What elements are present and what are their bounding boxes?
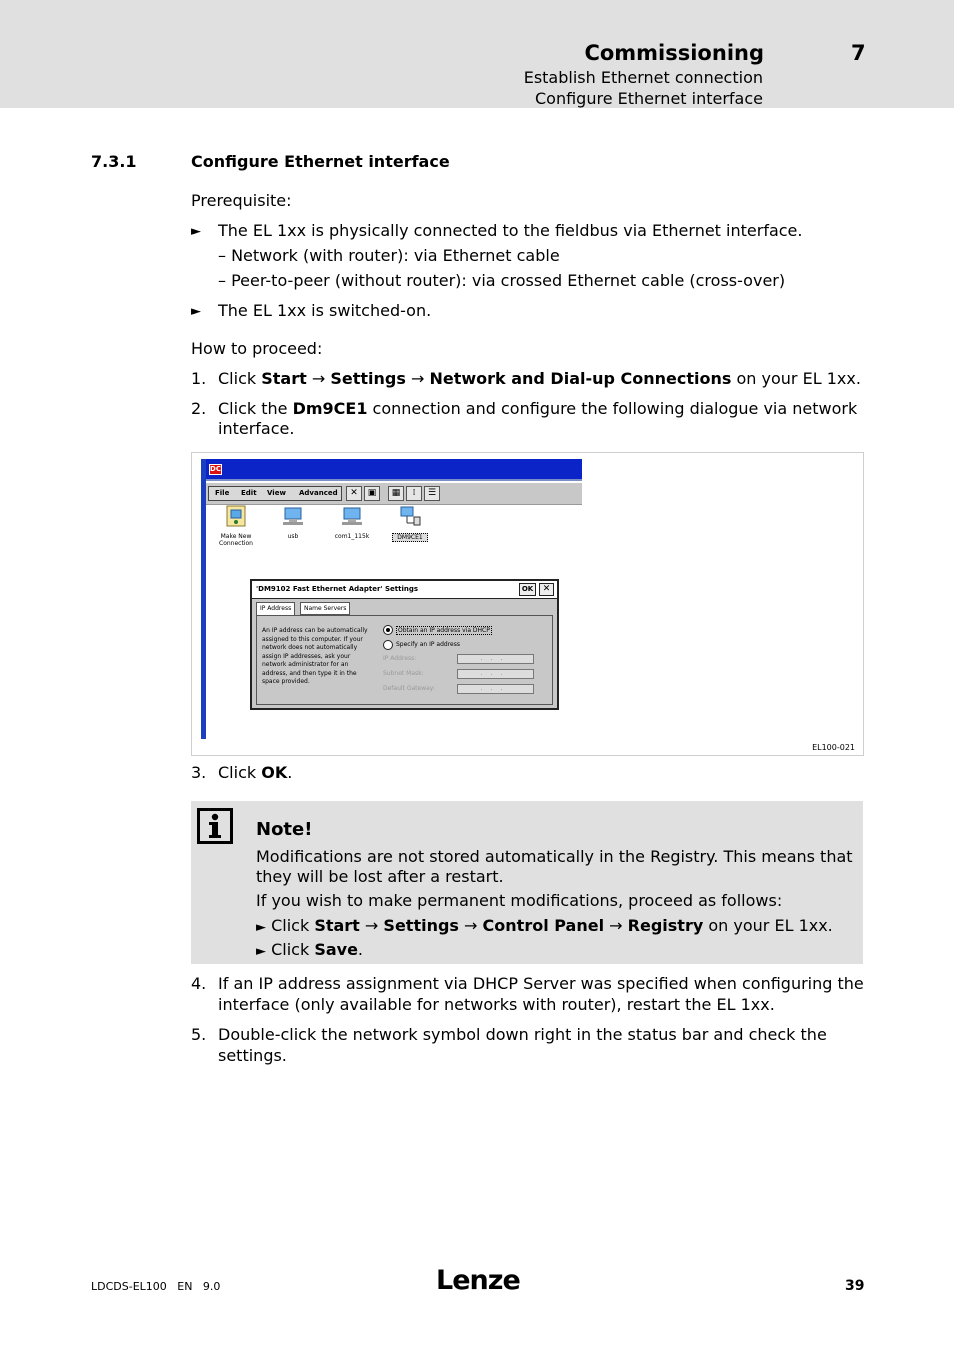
note-line-2: they will be lost after a restart. <box>256 867 504 886</box>
subnet-mask-label: Subnet Mask: <box>383 670 424 677</box>
window-menubar <box>206 483 582 505</box>
header-band <box>0 0 954 108</box>
radio-obtain-dhcp[interactable] <box>383 625 393 635</box>
close-icon[interactable]: ✕ <box>539 583 554 596</box>
prereq-sub-2: – Peer-to-peer (without router): via crossed Ethernet cable (cross-over) <box>218 271 786 290</box>
menu-box <box>208 486 342 501</box>
subnet-mask-field[interactable]: ... <box>457 669 534 679</box>
bullet-icon: ► <box>256 920 266 935</box>
footer-doc-id: LDCDS-EL100 EN 9.0 <box>91 1280 221 1293</box>
note-step-2: ► Click Save. <box>256 940 364 959</box>
note-title: Note! <box>256 819 313 840</box>
large-icons-icon[interactable]: ▦ <box>388 486 404 501</box>
prereq-label: Prerequisite: <box>191 191 292 210</box>
tab-ip-address[interactable]: IP Address <box>256 602 295 616</box>
note-step-1: ► Click Start → Settings → Control Panel → Registry on your EL 1xx. <box>256 916 833 935</box>
note-box <box>191 801 863 964</box>
bullet-icon: ► <box>256 944 266 959</box>
arrow-icon: → <box>609 916 623 935</box>
tab-name-servers[interactable]: Name Servers <box>300 602 350 615</box>
step-2-line-1: Click the Dm9CE1 connection and configure the following dialogue via network <box>218 399 858 418</box>
step-1-number: 1. <box>191 369 207 388</box>
step-3-text: Click OK. <box>218 763 293 782</box>
radio-specify-ip[interactable] <box>383 640 393 650</box>
radio-specify-ip-label: Specify an IP address <box>396 641 460 648</box>
prereq-sub-1: – Network (with router): via Ethernet cable <box>218 246 560 265</box>
bullet-icon: ► <box>191 304 201 319</box>
menu-advanced[interactable]: Advanced <box>299 489 338 497</box>
section-number: 7.3.1 <box>91 152 137 171</box>
make-new-connection-icon <box>224 505 248 527</box>
usb-connection-item[interactable]: usb <box>278 505 308 540</box>
window-logo-icon: DC <box>210 465 221 473</box>
step-2-line-2: interface. <box>218 419 295 438</box>
arrow-icon: → <box>464 916 478 935</box>
step-5-number: 5. <box>191 1025 207 1044</box>
bullet-icon: ► <box>191 224 201 239</box>
window-titlebar <box>206 459 582 481</box>
header-subtitle-2: Configure Ethernet interface <box>535 89 763 108</box>
com1-connection-item[interactable]: com1_115k <box>330 505 374 540</box>
step-5-line-2: settings. <box>218 1046 287 1065</box>
settings-dialog <box>250 579 559 710</box>
lenze-logo: Lenze <box>436 1265 520 1296</box>
make-new-connection-item[interactable]: Make New Connection <box>216 505 256 547</box>
figure-frame <box>191 452 864 756</box>
note-line-3: If you wish to make permanent modifications, proceed as follows: <box>256 891 783 910</box>
dm9ce1-connection-item[interactable]: DM9CE1 <box>392 505 428 542</box>
howto-label: How to proceed: <box>191 339 323 358</box>
menu-view[interactable]: View <box>267 489 286 497</box>
chapter-number: 7 <box>851 41 866 65</box>
header-subtitle-1: Establish Ethernet connection <box>523 68 763 87</box>
note-line-1: Modifications are not stored automatically in the Registry. This means that <box>256 847 853 866</box>
step-4-number: 4. <box>191 974 207 993</box>
network-connection-icon <box>281 505 305 527</box>
step-2-number: 2. <box>191 399 207 418</box>
prereq-bullet-1: The EL 1xx is physically connected to the fieldbus via Ethernet interface. <box>218 221 803 240</box>
screenshot-window <box>201 459 582 739</box>
ethernet-connection-icon <box>398 505 422 527</box>
prereq-bullet-2: The EL 1xx is switched-on. <box>218 301 432 320</box>
info-icon <box>197 808 233 844</box>
figure-id: EL100-021 <box>812 743 855 752</box>
step-1-text: Click Start → Settings → Network and Dial-up Connections on your EL 1xx. <box>218 369 861 388</box>
dialog-titlebar <box>252 581 557 599</box>
menu-file[interactable]: File <box>215 489 230 497</box>
menu-edit[interactable]: Edit <box>241 489 257 497</box>
ip-address-label: IP Address: <box>383 655 417 662</box>
step-5-line-1: Double-click the network symbol down right in the status bar and check the <box>218 1025 827 1044</box>
step-3-number: 3. <box>191 763 207 782</box>
step-4-line-2: interface (only available for networks with router), restart the EL 1xx. <box>218 995 775 1014</box>
dialog-ok-button[interactable]: OK <box>519 583 536 596</box>
ip-address-field[interactable]: ... <box>457 654 534 664</box>
delete-icon[interactable]: ✕ <box>346 486 362 501</box>
dialog-title: 'DM9102 Fast Ethernet Adapter' Settings <box>256 585 419 593</box>
dialog-description: An IP address can be automatically assigned to this computer. If your network does not automatically assign IP addresses, ask your network administrator for an address, and then type it in the space provided. <box>262 627 368 685</box>
section-title: Configure Ethernet interface <box>191 152 450 171</box>
dialog-panel <box>256 615 553 705</box>
default-gateway-label: Default Gateway: <box>383 685 435 692</box>
page-number: 39 <box>845 1278 865 1294</box>
chapter-title: Commissioning <box>584 41 764 65</box>
arrow-icon: → <box>364 916 379 935</box>
details-icon[interactable]: ☰ <box>424 486 440 501</box>
default-gateway-field[interactable]: ... <box>457 684 534 694</box>
radio-obtain-dhcp-label: Obtain an IP address via DHCP <box>398 627 490 634</box>
step-4-line-1: If an IP address assignment via DHCP Server was specified when configuring the <box>218 974 864 993</box>
small-icons-icon[interactable]: ⁞ <box>406 486 422 501</box>
properties-icon[interactable]: ▣ <box>364 486 380 501</box>
network-connection-icon <box>340 505 364 527</box>
arrow-icon: → <box>311 369 326 388</box>
arrow-icon: → <box>410 369 425 388</box>
